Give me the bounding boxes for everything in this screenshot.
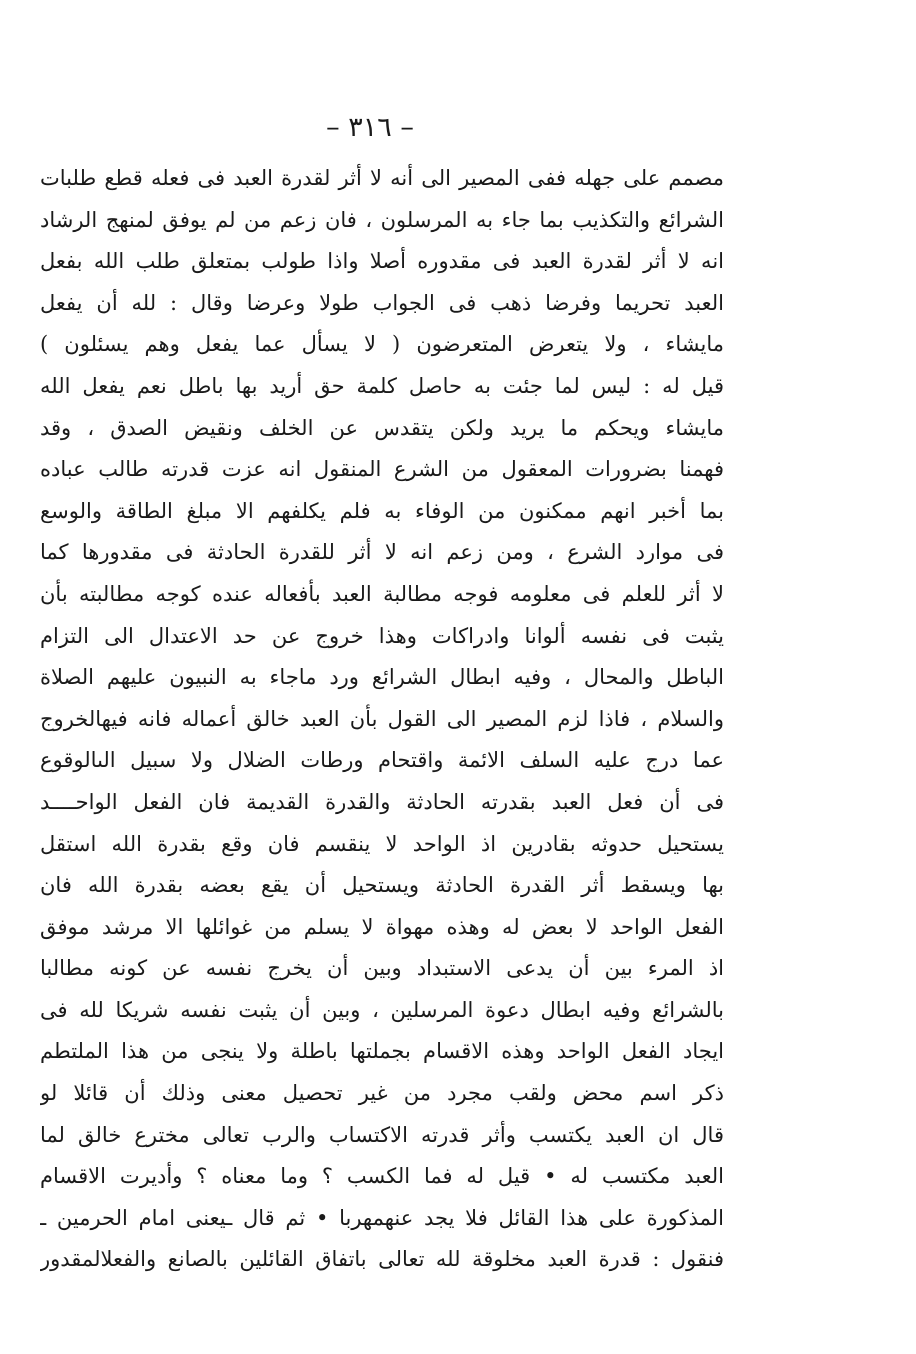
text-line: والسلام ، فاذا لزم المصير الى القول بأن العبد خالق أعماله فانه فيهالخروج bbox=[40, 706, 724, 731]
text-line: فنقول : قدرة العبد مخلوقة لله تعالى باتفاق القائلين بالصانع والفعلالمقدور bbox=[40, 1247, 724, 1272]
text-line: فهمنا بضرورات المعقول من الشرع المنقول انه عزت قدرته طالب عباده bbox=[40, 457, 724, 482]
text-line: المذكورة على هذا القائل فلا يجد عنهمهربا • ثم قال ـيعنى امام الحرمين ـ bbox=[40, 1205, 724, 1230]
text-line: مايشاء ، ولا يتعرض المتعرضون ( لا يسأل عما يفعل وهم يسئلون ) bbox=[40, 332, 724, 357]
text-line: فى أن فعل العبد بقدرته الحادثة والقدرة القديمة فان الفعل الواحــــد bbox=[40, 789, 724, 814]
text-line: قال ان العبد يكتسب وأثر قدرته الاكتساب والرب تعالى مخترع خالق لما bbox=[40, 1122, 724, 1147]
text-line: العبد تحريما وفرضا ذهب فى الجواب طولا وعرضا وقال : لله أن يفعل bbox=[40, 290, 724, 315]
text-line: ايجاد الفعل الواحد وهذه الاقسام بجملتها باطلة ولا ينجى من هذا الملتطم bbox=[40, 1039, 724, 1064]
text-line: بالشرائع وفيه ابطال دعوة المرسلين ، وبين أن يثبت نفسه شريكا لله فى bbox=[40, 997, 724, 1022]
text-line: قيل له : ليس لما جئت به حاصل كلمة حق أريد بها باطل نعم يفعل الله bbox=[40, 373, 724, 398]
text-line: بما أخبر انهم ممكنون من الوفاء به فلم يكلفهم الا مبلغ الطاقة والوسع bbox=[40, 498, 724, 523]
text-line: مصمم على جهله ففى المصير الى أنه لا أثر لقدرة العبد فى فعله قطع طلبات bbox=[40, 166, 724, 190]
text-line: الفعل الواحد لا بعض له وهذه مهواة لا يسلم من غوائلها الا مرشد موفق bbox=[40, 914, 724, 939]
page-number: – ٣١٦ – bbox=[326, 112, 414, 143]
text-line: مايشاء ويحكم ما يريد ولكن يتقدس عن الخلف ونقيض الصدق ، وقد bbox=[40, 415, 724, 440]
body-text bbox=[40, 158, 724, 1281]
text-line: العبد مكتسب له • قيل له فما الكسب ؟ وما معناه ؟ وأديرت الاقسام bbox=[40, 1164, 724, 1189]
text-line: يستحيل حدوثه بقادرين اذ الواحد لا ينقسم فان وقع بقدرة الله استقل bbox=[40, 831, 724, 856]
text-line: عما درج عليه السلف الائمة واقتحام ورطات الضلال ولا سبيل الىالوقوع bbox=[40, 748, 724, 773]
text-line: بها ويسقط أثر القدرة الحادثة ويستحيل أن يقع بعضه بقدرة الله فان bbox=[40, 873, 724, 898]
text-line: اذ المرء بين أن يدعى الاستبداد وبين أن يخرج نفسه عن كونه مطالبا bbox=[40, 956, 724, 981]
text-line: انه لا أثر لقدرة العبد فى مقدوره أصلا واذا طولب بمتعلق طلب الله بفعل bbox=[40, 249, 724, 274]
text-line: الشرائع والتكذيب بما جاء به المرسلون ، فان زعم من لم يوفق لمنهج الرشاد bbox=[40, 207, 724, 232]
text-line: يثبت فى نفسه ألوانا وادراكات وهذا خروج عن حد الاعتدال الى التزام bbox=[40, 623, 724, 648]
text-line: الباطل والمحال ، وفيه ابطال الشرائع ورد ماجاء به النبيون عليهم الصلاة bbox=[40, 665, 724, 690]
text-line: ذكر اسم محض ولقب مجرد من غير تحصيل معنى وذلك أن قائلا لو bbox=[40, 1081, 724, 1106]
text-line: لا أثر للعلم فى معلومه فوجه مطالبة العبد بأفعاله عنده كوجه مطالبته بأن bbox=[40, 581, 724, 606]
text-line: فى موارد الشرع ، ومن زعم انه لا أثر للقدرة الحادثة فى مقدورها كما bbox=[40, 540, 724, 565]
